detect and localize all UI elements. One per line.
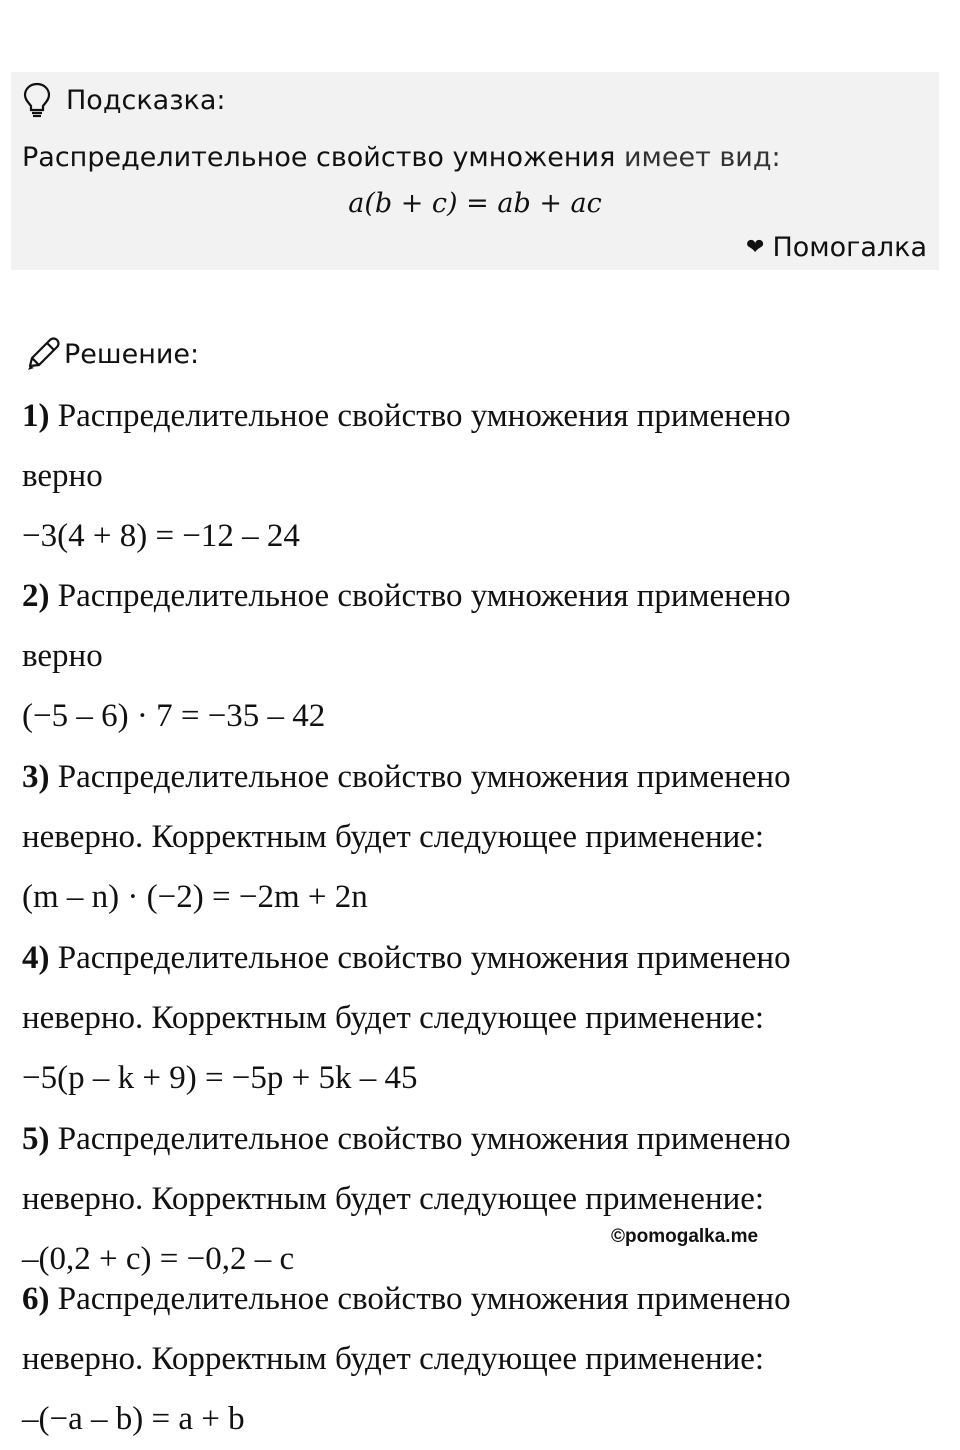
item-4-formula: −5(p – k + 9) = −5p + 5k – 45	[22, 1060, 418, 1096]
hint-rest: имеет вид:	[623, 142, 781, 173]
solution-header	[24, 336, 199, 372]
item-6-line-2: неверно. Корректным будет следующее применение:	[22, 1341, 765, 1377]
item-2-formula: (−5 – 6) · 7 = −35 – 42	[22, 698, 326, 734]
item-text: Распределительное свойство умножения применено	[57, 398, 791, 434]
hint-title: Подсказка:	[66, 84, 226, 116]
item-1-line-2: верно	[22, 458, 103, 494]
heart-icon: ❤	[746, 235, 765, 260]
item-5-formula: –(0,2 + c) = −0,2 – c	[22, 1241, 295, 1277]
item-6-formula: –(−a – b) = a + b	[22, 1401, 245, 1437]
hint-formula: a(b + c) = ab + ac	[348, 188, 602, 219]
item-5-line-1	[22, 1121, 791, 1158]
hint-text	[22, 142, 781, 173]
watermark: ©pomogalka.me	[611, 1226, 759, 1247]
hint-header	[22, 80, 226, 120]
item-number: 4)	[22, 940, 50, 976]
item-text: Распределительное свойство умножения применено	[57, 1121, 791, 1157]
item-6-line-1	[22, 1281, 791, 1318]
lightbulb-icon	[22, 82, 52, 118]
hint-term: Распределительное свойство умножения	[22, 142, 616, 173]
item-number: 6)	[22, 1281, 50, 1317]
brand-label	[746, 232, 927, 263]
pencil-icon	[24, 336, 60, 372]
item-1-formula: −3(4 + 8) = −12 – 24	[22, 518, 300, 554]
solution-title: Решение:	[64, 338, 200, 370]
item-1-line-1	[22, 398, 791, 435]
item-3-line-2: неверно. Корректным будет следующее применение:	[22, 819, 765, 855]
item-3-line-1	[22, 759, 791, 796]
item-text: Распределительное свойство умножения применено	[57, 1281, 791, 1317]
item-text: Распределительное свойство умножения применено	[57, 940, 791, 976]
item-5-line-2: неверно. Корректным будет следующее применение:	[22, 1181, 765, 1217]
item-text: Распределительное свойство умножения применено	[57, 578, 791, 614]
item-3-formula: (m – n) · (−2) = −2m + 2n	[22, 879, 368, 915]
item-2-line-2: верно	[22, 638, 103, 674]
item-number: 5)	[22, 1121, 50, 1157]
item-2-line-1	[22, 578, 791, 615]
item-4-line-2: неверно. Корректным будет следующее применение:	[22, 1000, 765, 1036]
item-text: Распределительное свойство умножения применено	[57, 759, 791, 795]
item-number: 3)	[22, 759, 50, 795]
brand-name: Помогалка	[772, 232, 927, 263]
item-number: 1)	[22, 398, 50, 434]
item-number: 2)	[22, 578, 50, 614]
item-4-line-1	[22, 940, 791, 977]
